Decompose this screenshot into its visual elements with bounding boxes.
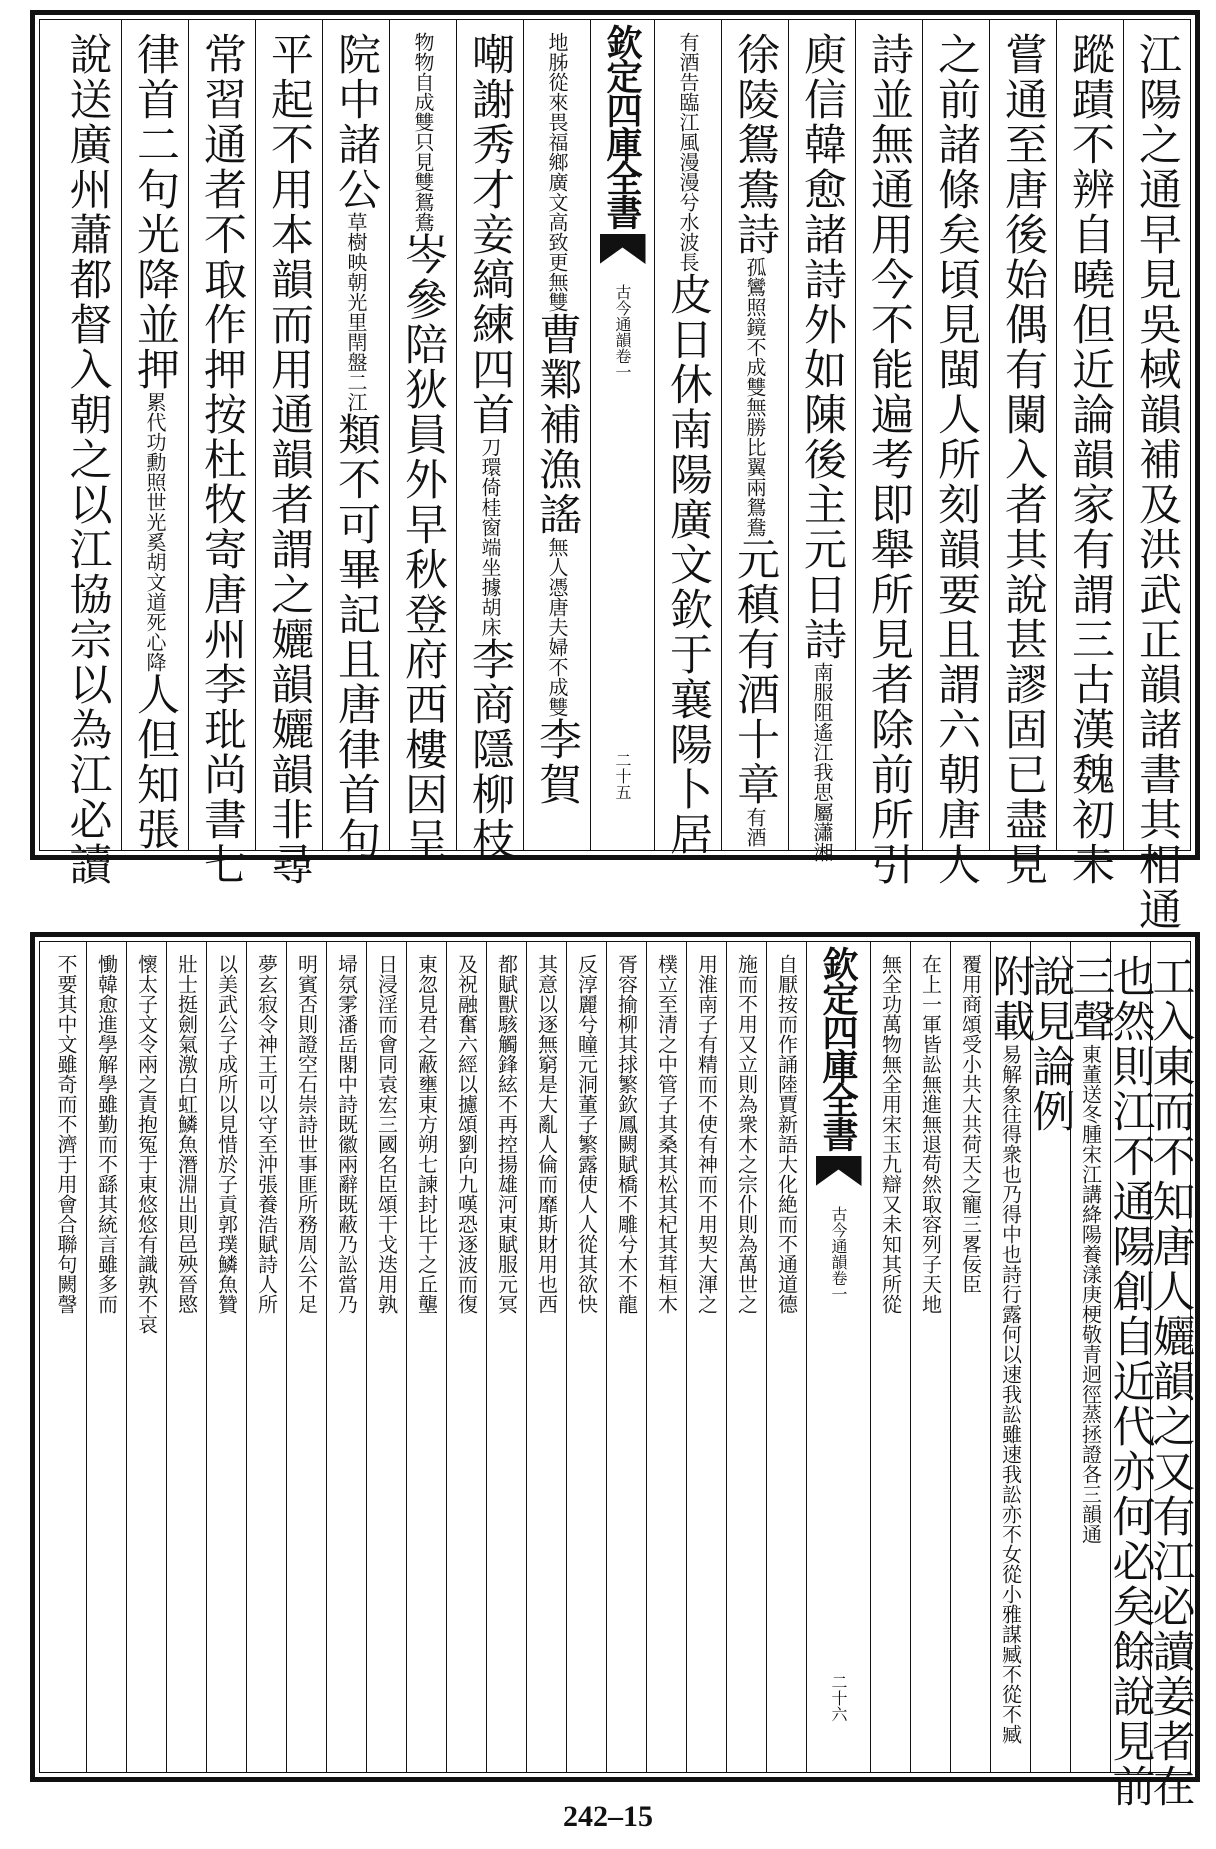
text-column-left-3 [389,20,456,862]
text-line [128,20,182,852]
main-text: 說見論例 [1025,954,1076,1134]
main-text: 庾信韓愈諸詩外如陳後主元日詩 [797,32,847,662]
text-column-left-1 [766,942,806,1772]
main-text: 常習通者不取作押按杜牧寄唐州李玭尚書七 [197,32,247,887]
main-text: 皮日休南陽廣文欽于襄陽卜居 [663,272,713,857]
annotation-text: 懷太子文令兩之責抱冤于東悠悠有識孰不哀 [134,954,159,1334]
fishtail-mark [816,1156,862,1186]
text-column-right-3 [989,20,1056,887]
annotation-text: 覆用商頌受小共大共荷天之寵三畧佞臣 [958,954,983,1294]
text-column-left-4 [322,20,389,862]
leaf-number: 二十六 [829,1674,848,1722]
annotation-text: 明賓否則證空石崇詩世事匪所務周公不足 [294,954,319,1314]
annotation-text: 施而不用又立則為衆木之宗仆則為萬世之 [734,954,759,1314]
text-line [463,20,517,862]
text-line [728,20,782,847]
center-fold [806,942,870,1772]
text-line [195,20,249,887]
annotation-text: 在上一軍皆訟無進無退苟然取容列子天地 [918,954,943,1314]
text-column-right-6 [788,20,855,862]
annotation-text: 無人憑唐夫婦不成雙 [545,537,569,717]
text-line [61,20,115,887]
annotation-text: 樸立至清之中管子其桑其松其杞其茸桓木 [654,954,679,1314]
page-number: 242–15 [563,1800,653,1833]
annotation-text: 反淳麗兮瞳元洞董子繁露使人人從其欲快 [574,954,599,1314]
annotation-text: 以美武公子成所以見惜於子貢郭璞鱗魚贊 [214,954,239,1314]
main-text: 說送廣州蕭都督入朝之以江協宗以為江必讀 [62,32,113,887]
book-title: 古今通韻卷一 [829,1206,848,1302]
text-column-right-4 [922,20,989,887]
annotation-text: 及祝融奮六經以攄頌劉向九嘆恐逐波而復 [454,954,479,1314]
annotation-text: 壯士挺劍氣激白虹鱗魚潛淵出則邑殃晉愍 [174,954,199,1314]
text-column-left-6 [188,20,255,887]
main-text: 之前諸條矣頃見閩人所刻韻要且謂六朝唐人 [931,32,981,887]
annotation-text: 累代功勳照世光奚胡文道死心降 [143,392,167,672]
annotation-text: 草樹映朝光里閈盤二江 [344,212,368,412]
annotation-text: 不要其中文雖奇而不濟于用會合聯句闕謦 [54,954,78,1314]
main-text: 李賀 [532,717,582,807]
fishtail-mark [600,234,646,264]
text-column-left-1 [523,20,590,850]
text-column-left-5 [255,20,322,887]
main-text: 人但知張 [130,672,180,852]
text-line [396,20,450,862]
text-column-right-1 [1123,20,1190,932]
main-text: 嘲謝秀才妾縞練四首 [465,32,515,437]
text-column-left-8 [54,20,121,887]
text-line [795,20,849,862]
main-text: 三聲 [1065,954,1116,1044]
annotation-text: 其意以逐無窮是大亂人倫而靡斯財用也西 [534,954,559,1314]
text-column-right-5 [855,20,922,887]
annotation-text: 有酒 [743,807,767,847]
text-column-right-8 [654,20,721,857]
annotation-text: 自厭按而作誦陸賈新語大化絶而不通道德 [774,954,799,1314]
main-text: 律首二句光降並押 [130,32,180,392]
main-text: 徐陵鴛鴦詩 [730,32,780,257]
bottom-folio [30,932,1200,1809]
main-text: 平起不用本韻而用通韻者謂之孋韻孋韻非尋 [264,32,314,887]
text-line [262,20,316,887]
text-column-right-1 [1145,942,1196,1809]
main-text: 元稹有酒十章 [730,537,780,807]
main-text: 江陽之通早見吳棫韻補及洪武正韻諸書其相通 [1132,32,1182,932]
text-line [329,20,383,862]
text-line [530,20,584,807]
text-column-left-2 [456,20,523,862]
annotation-text: 無全功萬物無全用宋玉九辯又未知其所從 [878,954,903,1314]
annotation-text: 地胏從來畏福鄉廣文高致更無雙 [545,32,569,312]
text-line [929,20,983,887]
main-text: 嘗通至唐後始偶有闌入者其說甚謬固已盡見 [998,32,1048,887]
annotation-text: 東董送冬腫宋江講絳陽養漾庚梗敬青迥徑蒸拯證各三韻通 [1078,1044,1103,1544]
book-title: 古今通韻卷一 [613,284,632,380]
main-text: 李商隱柳枝 [465,637,515,862]
collection-title: 欽定四庫全書 [817,946,859,1150]
annotation-text: 孤鸞照鏡不成雙無勝比翼兩鴛鴦 [743,257,767,537]
annotation-text: 東忽見君之蔽壅東方朔七諫封比干之丘壟 [414,954,439,1314]
main-text: 工入東而不知唐人孋韻之又有江必讀姜者在 [1145,954,1196,1809]
text-line [862,20,916,887]
main-text: 蹤蹟不辨自曉但近論韻家有謂三古漢魏初未 [1065,32,1115,887]
annotation-text: 刀環倚桂窗端坐據胡床 [478,437,502,637]
main-text: 詩並無通用今不能遍考即舉所見者除前所引 [864,32,914,887]
leaf-number: 二十五 [613,752,632,800]
annotation-text: 物物自成雙只見雙鴛鴦 [411,32,435,232]
main-text: 岑參陪狄員外早秋登府西樓因呈 [398,232,448,862]
text-column-right-7 [721,20,788,850]
annotation-text: 夢玄寂令神王可以守至沖張養浩賦詩人所 [254,954,279,1314]
top-columns [39,19,1191,932]
text-line [1144,942,1198,1809]
annotation-text: 慟韓愈進學解學雖勤而不繇其統言雖多而 [94,954,119,1314]
text-column-right-2 [1056,20,1123,887]
collection-title: 欽定四庫全書 [601,24,643,228]
bottom-columns [39,941,1196,1809]
center-fold [590,20,654,850]
text-column-left-7 [121,20,188,850]
annotation-text: 南服阻遙江我思屬瀟湘 [810,662,834,862]
annotation-text: 埽氛雺潘岳閣中詩既徽兩辭既蔽乃訟當乃 [334,954,359,1314]
annotation-text: 胥容揄柳其捄繁欽鳳闕賦橋不雕兮木不龍 [614,954,639,1314]
main-text: 也然則江不通陽創自近代亦何必矣餘說見前 [1105,954,1156,1809]
main-text: 曹鄴補漁謠 [532,312,582,537]
text-line [661,20,715,857]
annotation-text: 都賦獸駭觸鋒絃不再控揚雄河東賦服元冥 [494,954,519,1314]
main-text: 類不可畢記且唐律首句 [331,412,381,862]
text-line [1130,20,1184,932]
annotation-text: 用淮南子有精而不使有神而不用契大渾之 [694,954,719,1314]
text-line [996,20,1050,887]
text-line [1063,20,1117,887]
top-folio [30,10,1200,932]
main-text: 附載 [985,954,1036,1044]
main-text: 院中諸公 [331,32,381,212]
annotation-text: 日浸淫而會同袁宏三國名臣頌干戈迭用孰 [374,954,399,1314]
annotation-text: 易解象往得衆也乃得中也詩行露何以速我訟雖速我訟亦不女從小雅謀臧不從不臧 [998,1044,1023,1744]
annotation-text: 有酒告臨江風漫漫兮水波長 [676,32,700,272]
